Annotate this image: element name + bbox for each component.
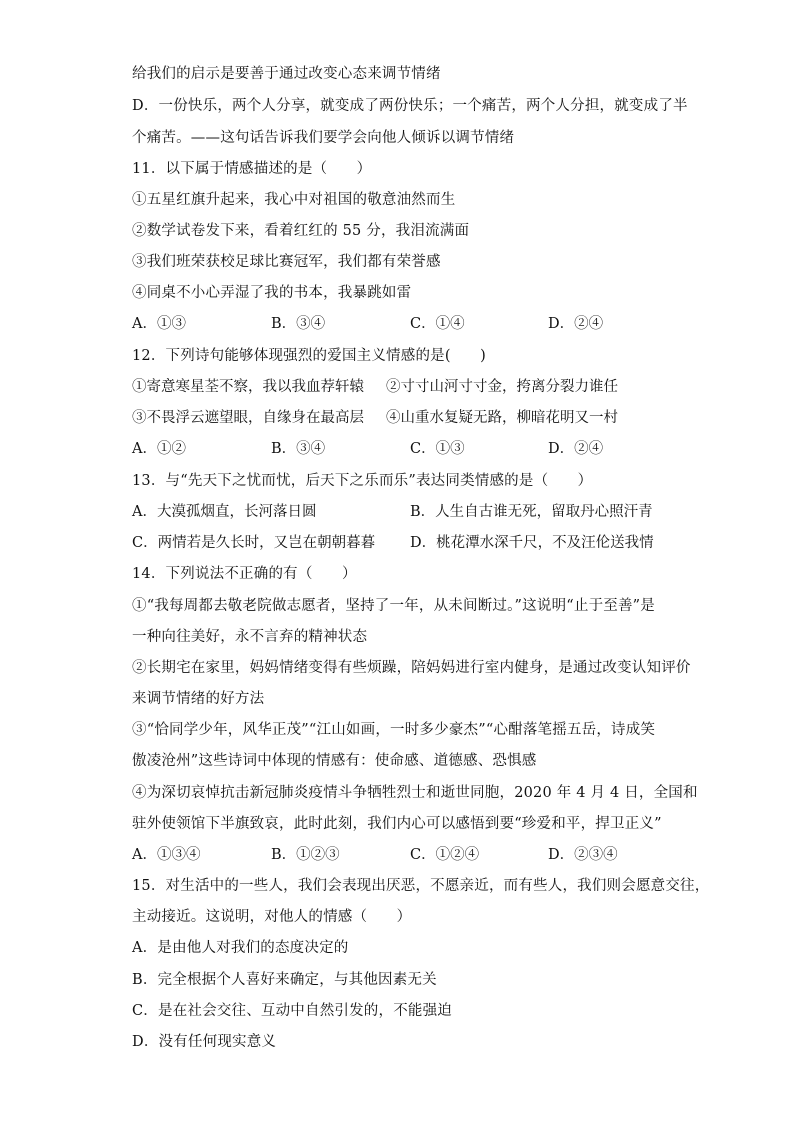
text-line: 驻外使领馆下半旗致哀，此时此刻，我们内心可以感悟到要“珍爱和平，捍卫正义” xyxy=(132,816,662,832)
q14-option-d: D．②③④ xyxy=(548,847,618,863)
text-line: 来调节情绪的好方法 xyxy=(132,691,265,707)
q15-option-c: C．是在社会交往、互动中自然引发的，不能强迫 xyxy=(132,1003,452,1019)
text-line: ①五星红旗升起来，我心中对祖国的敬意油然而生 xyxy=(132,192,456,208)
text-line: ④同桌不小心弄湿了我的书本，我暴跳如雷 xyxy=(132,285,412,301)
q12-option-d: D．②④ xyxy=(548,441,604,457)
question-14-stem: 14．下列说法不正确的有（ ） xyxy=(132,566,357,582)
q12-item-2: ②寸寸山河寸寸金，挎离分裂力谁任 xyxy=(386,379,618,395)
text-line: ②数学试卷发下来，看着红红的 55 分，我泪流满面 xyxy=(132,223,470,239)
text-line: 傲凌沧州”这些诗词中体现的情感有：使命感、道德感、恐惧感 xyxy=(132,753,537,769)
q11-option-c: C．①④ xyxy=(410,316,465,332)
text-line: ③“恰同学少年，风华正茂”“江山如画，一时多少豪杰”“心酣落笔摇五岳，诗成笑 xyxy=(132,722,656,738)
q13-option-b: B．人生自古谁无死，留取丹心照汗青 xyxy=(410,504,653,520)
q11-option-d: D．②④ xyxy=(548,316,604,332)
q12-option-b: B．③④ xyxy=(271,441,326,457)
q13-option-d: D．桃花潭水深千尺，不及汪伦送我情 xyxy=(410,535,654,551)
q13-option-a: A．大漠孤烟直，长河落日圆 xyxy=(132,504,317,520)
text-line: 主动接近。这说明，对他人的情感（ ） xyxy=(132,909,412,925)
q14-option-c: C．①②④ xyxy=(410,847,480,863)
q12-item-3: ③不畏浮云遮望眼，自缘身在最高层 xyxy=(132,410,364,426)
text-line: ②长期宅在家里，妈妈情绪变得有些烦躁，陪妈妈进行室内健身，是通过改变认知评价 xyxy=(132,660,691,676)
text-line: 个痛苦。——这句话告诉我们要学会向他人倾诉以调节情绪 xyxy=(132,130,515,146)
text-line: ①“我每周都去敬老院做志愿者，坚持了一年，从未间断过。”这说明“止于至善”是 xyxy=(132,598,655,614)
text-line: ④为深切哀悼抗击新冠肺炎疫情斗争牺牲烈士和逝世同胞，2020 年 4 月 4 日，全国和 xyxy=(132,785,698,801)
q12-option-c: C．①③ xyxy=(410,441,465,457)
text-line: D．一份快乐，两个人分享，就变成了两份快乐；一个痛苦，两个人分担，就变成了半 xyxy=(132,98,688,114)
question-15-stem: 15．对生活中的一些人，我们会表现出厌恶，不愿亲近，而有些人，我们则会愿意交往， xyxy=(132,878,710,894)
text-line: 一种向往美好，永不言弃的精神状态 xyxy=(132,629,368,645)
text-line: ③我们班荣获校足球比赛冠军，我们都有荣誉感 xyxy=(132,254,441,270)
q12-item-1: ①寄意寒星荃不察，我以我血荐轩辕 xyxy=(132,379,364,395)
question-11-stem: 11．以下属于情感描述的是（ ） xyxy=(132,161,372,177)
q14-option-b: B．①②③ xyxy=(271,847,340,863)
question-12-stem: 12．下列诗句能够体现强烈的爱国主义情感的是( ) xyxy=(132,348,486,364)
q15-option-d: D．没有任何现实意义 xyxy=(132,1034,277,1050)
q15-option-b: B．完全根据个人喜好来确定，与其他因素无关 xyxy=(132,972,437,988)
q11-option-a: A．①③ xyxy=(132,316,186,332)
q12-option-a: A．①② xyxy=(132,441,186,457)
q15-option-a: A．是由他人对我们的态度决定的 xyxy=(132,940,349,956)
q12-item-4: ④山重水复疑无路，柳暗花明又一村 xyxy=(386,410,618,426)
question-13-stem: 13．与“先天下之忧而忧，后天下之乐而乐”表达同类情感的是（ ） xyxy=(132,473,593,489)
text-line: 给我们的启示是要善于通过改变心态来调节情绪 xyxy=(132,66,441,82)
q11-option-b: B．③④ xyxy=(271,316,326,332)
q14-option-a: A．①③④ xyxy=(132,847,201,863)
q13-option-c: C．两情若是久长时，又岂在朝朝暮暮 xyxy=(132,535,376,551)
